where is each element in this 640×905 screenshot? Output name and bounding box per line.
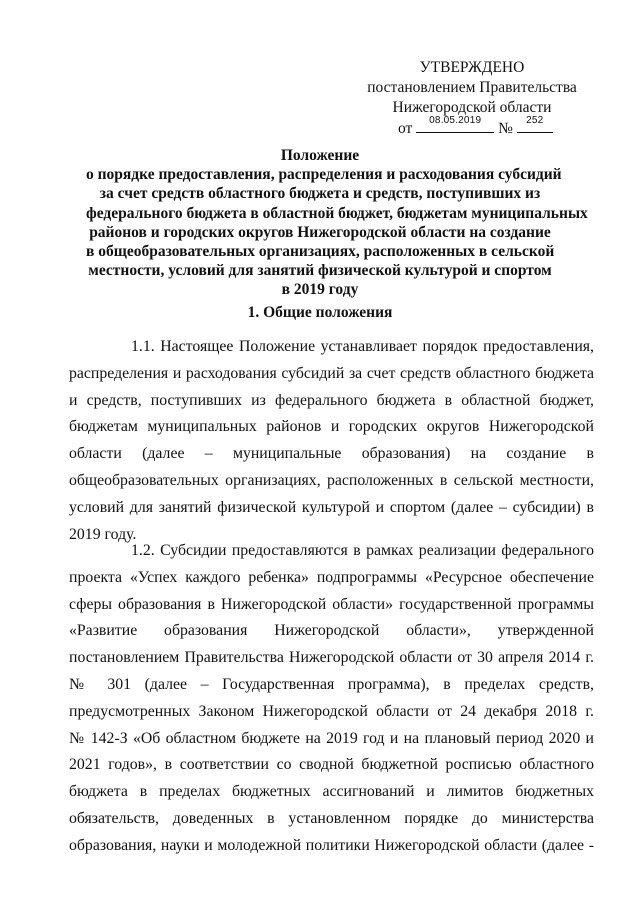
title-line: за счет средств областного бюджета и средств, поступивших из <box>99 185 541 203</box>
paragraph-1-1 <box>69 334 594 548</box>
paragraph-line: условий для занятий физической культурой и спортом (далее – субсидии) в <box>69 498 594 516</box>
approval-date-line <box>352 115 592 139</box>
date-field <box>416 115 494 133</box>
paragraph-line: бюджета в пределах бюджетных ассигнований и лимитов бюджетных <box>69 783 594 801</box>
paragraph-line: «Развитие образования Нижегородской области», утвержденной <box>69 622 594 640</box>
paragraph-line: 2021 годов», в соответствии со сводной бюджетной росписью областного <box>69 756 594 774</box>
paragraph-line: постановлением Правительства Нижегородской области от 30 апреля 2014 г. <box>69 649 594 667</box>
paragraph-line: 1.2. Субсидии предоставляются в рамках реализации федерального <box>131 542 594 559</box>
paragraph-1-2 <box>69 538 594 860</box>
approved-by-line1: постановлением Правительства <box>367 79 577 96</box>
document-title <box>86 146 588 300</box>
paragraph-line: распределения и расходования субсидий за счет средств областного бюджета <box>69 364 594 382</box>
approved-label: УТВЕРЖДЕНО <box>419 59 525 76</box>
paragraph-line: образования, науки и молодежной политики Нижегородской области (далее - <box>69 836 594 854</box>
paragraph-line: 2019 году. <box>69 525 137 543</box>
title-line: о порядке предоставления, распределения и расходования субсидий <box>86 166 562 184</box>
paragraph-line: сферы образования в Нижегородской области» государственной программы <box>69 595 594 613</box>
approved-by-line2: Нижегородской области <box>392 99 552 116</box>
paragraph-line: проекта «Успех каждого ребенка» подпрограммы «Ресурсное обеспечение <box>69 568 594 586</box>
number-label: № <box>498 120 513 137</box>
paragraph-line: и средств, поступивших из федерального бюджета в областной бюджет, <box>69 391 594 409</box>
title-line: местности, условий для занятий физической культурой и спортом <box>88 262 552 280</box>
paragraph-line: № 301 (далее – Государственная программа), в пределах средств, <box>69 675 594 693</box>
date-value: 08.05.2019 <box>429 115 482 126</box>
title-line: в общеобразовательных организациях, расположенных в сельской <box>86 243 555 261</box>
section-heading: 1. Общие положения <box>247 304 393 321</box>
number-field <box>517 115 553 133</box>
from-label: от <box>398 120 413 137</box>
number-value: 252 <box>526 115 544 126</box>
paragraph-line: области (далее – муниципальные образования) на создание в <box>69 445 594 463</box>
title-line: Положение <box>280 147 360 164</box>
title-line: в 2019 году <box>281 281 359 299</box>
paragraph-line: № 142-З «Об областном бюджете на 2019 год и на плановый период 2020 и <box>69 729 594 747</box>
approval-block <box>352 58 592 139</box>
paragraph-line: предусмотренных Законом Нижегородской области от 24 декабря 2018 г. <box>69 702 594 720</box>
paragraph-line: 1.1. Настоящее Положение устанавливает порядок предоставления, <box>131 338 594 355</box>
title-line: районов и городских округов Нижегородской области на создание <box>89 223 551 241</box>
paragraph-line: общеобразовательных организациях, расположенных в сельской местности, <box>69 471 594 489</box>
title-line: федерального бюджета в областной бюджет, бюджетам муниципальных <box>86 204 588 222</box>
paragraph-line: бюджетам муниципальных районов и городских округов Нижегородской <box>69 418 594 436</box>
paragraph-line: обязательств, доведенных в установленном порядке до министерства <box>69 809 594 827</box>
